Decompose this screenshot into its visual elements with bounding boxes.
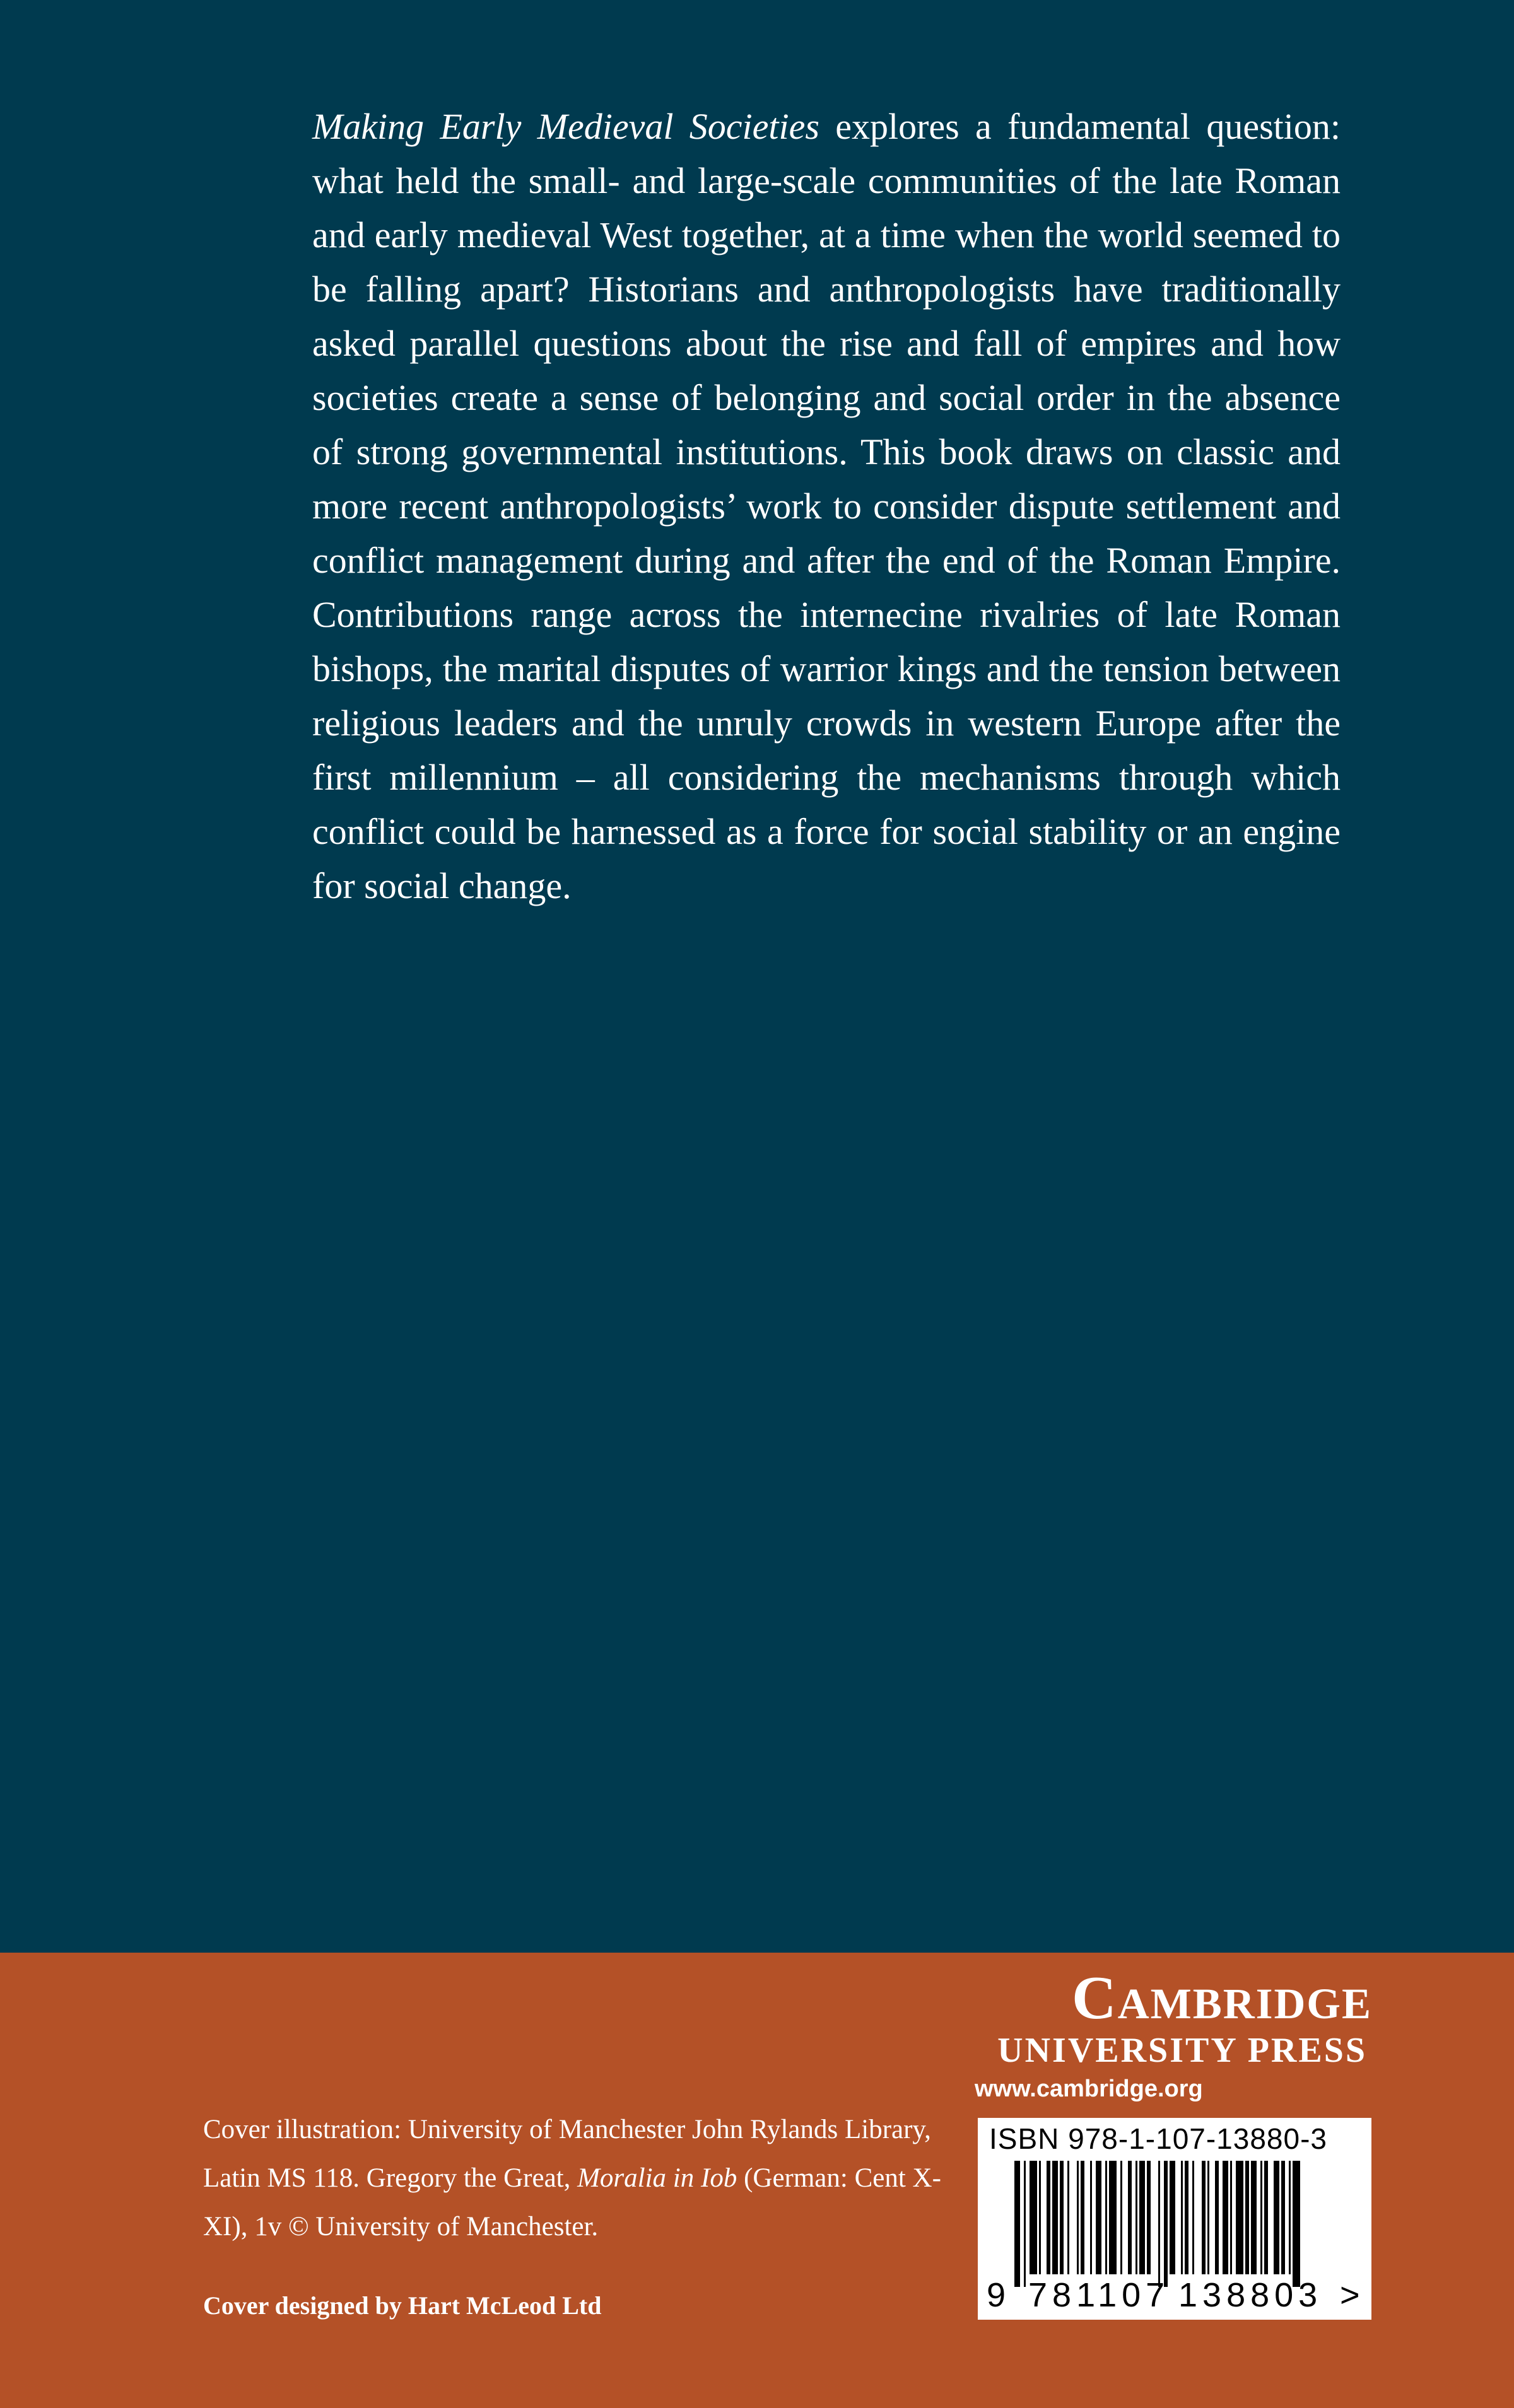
publisher-name: Cambridge <box>1072 1964 1372 2032</box>
barcode-bar <box>1136 2161 1137 2274</box>
isbn-barcode <box>978 2118 1371 2320</box>
publisher-press: UNIVERSITY PRESS <box>997 2031 1367 2070</box>
barcode-bar <box>1170 2161 1175 2274</box>
barcode-bar <box>1081 2161 1084 2274</box>
isbn-number: ISBN 978-1-107-13880-3 <box>989 2122 1327 2155</box>
credit-work-title: Moralia in Iob <box>577 2163 737 2193</box>
barcode-digits <box>978 2276 1371 2320</box>
barcode-bars <box>1014 2161 1330 2287</box>
barcode-bar <box>1039 2161 1041 2274</box>
barcode-bar <box>1090 2161 1092 2274</box>
barcode-bar <box>1274 2161 1279 2274</box>
publisher-logo <box>975 1964 1372 2107</box>
barcode-bar <box>1077 2161 1079 2274</box>
credit-text-b: (German: Cent X-XI), 1v © University of Manchester. <box>203 2163 941 2241</box>
barcode-bar <box>1289 2161 1291 2274</box>
barcode-bar <box>1293 2161 1300 2287</box>
barcode-bar <box>1120 2161 1122 2274</box>
barcode-group-1: 781107 <box>1028 2276 1170 2314</box>
barcode-bar <box>1060 2161 1064 2274</box>
barcode-bar <box>1251 2161 1257 2274</box>
barcode-bar <box>1192 2161 1194 2274</box>
barcode-bar <box>1158 2161 1160 2287</box>
barcode-arrow: > <box>1340 2276 1360 2314</box>
barcode-first-digit: 9 <box>987 2276 1006 2314</box>
barcode-bar <box>1164 2161 1168 2287</box>
barcode-bar <box>1230 2161 1232 2274</box>
barcode-bar <box>1207 2161 1209 2274</box>
barcode-bar <box>1202 2161 1206 2274</box>
back-cover-blurb <box>312 100 1341 913</box>
blurb-text: explores a fundamental question: what held the small- and large-scale communities of the late Roman and early medieval West together, at a time when the world seemed to be falling apart? Historians and anthropologists have traditionally asked parallel questions about the rise and fall of empires and how societies create a sense of belonging and social order in the absence of strong governmental institutions. This book draws on classic and more recent anthropologists’ work to consider dispute settlement and conflict management during and after the end of the Roman Empire. Contributions range across the internecine rivalries of late Roman bishops, the marital disputes of warrior kings and the tension between religious leaders and the unruly crowds in western Europe after the first millennium – all considering the mechanisms through which conflict could be harnessed as a force for social stability or an engine for social change. <box>312 106 1341 906</box>
cover-designer-credit: Cover designed by Hart McLeod Ltd <box>203 2291 602 2320</box>
barcode-bar <box>1281 2161 1285 2274</box>
publisher-website: www.cambridge.org <box>975 2076 1203 2102</box>
barcode-bar <box>1260 2161 1262 2274</box>
credit-text-a: Cover illustration: University of Manchester John Rylands Library, Latin MS 118. Gregory the Great, <box>203 2115 931 2193</box>
barcode-bar <box>1245 2161 1249 2274</box>
barcode-bar <box>1223 2161 1228 2274</box>
barcode-bar <box>1215 2161 1219 2274</box>
barcode-bar <box>1181 2161 1183 2274</box>
barcode-bar <box>1128 2161 1132 2274</box>
barcode-bar <box>1052 2161 1058 2274</box>
barcode-bar <box>1024 2161 1026 2287</box>
barcode-bar <box>1139 2161 1145 2274</box>
cover-illustration-credit <box>203 2105 960 2251</box>
book-title: Making Early Medieval Societies <box>312 106 819 147</box>
barcode-bar <box>1109 2161 1117 2274</box>
barcode-bar <box>1147 2161 1151 2274</box>
barcode-bar <box>1236 2161 1243 2274</box>
barcode-bar <box>1096 2161 1101 2274</box>
barcode-bar <box>1105 2161 1107 2274</box>
barcode-bar <box>1014 2161 1020 2287</box>
barcode-bar <box>1047 2161 1050 2274</box>
barcode-bar <box>1030 2161 1037 2274</box>
barcode-group-2: 138803 <box>1178 2276 1323 2314</box>
barcode-bar <box>1264 2161 1268 2274</box>
barcode-bar <box>1067 2161 1069 2274</box>
barcode-bar <box>1185 2161 1188 2274</box>
